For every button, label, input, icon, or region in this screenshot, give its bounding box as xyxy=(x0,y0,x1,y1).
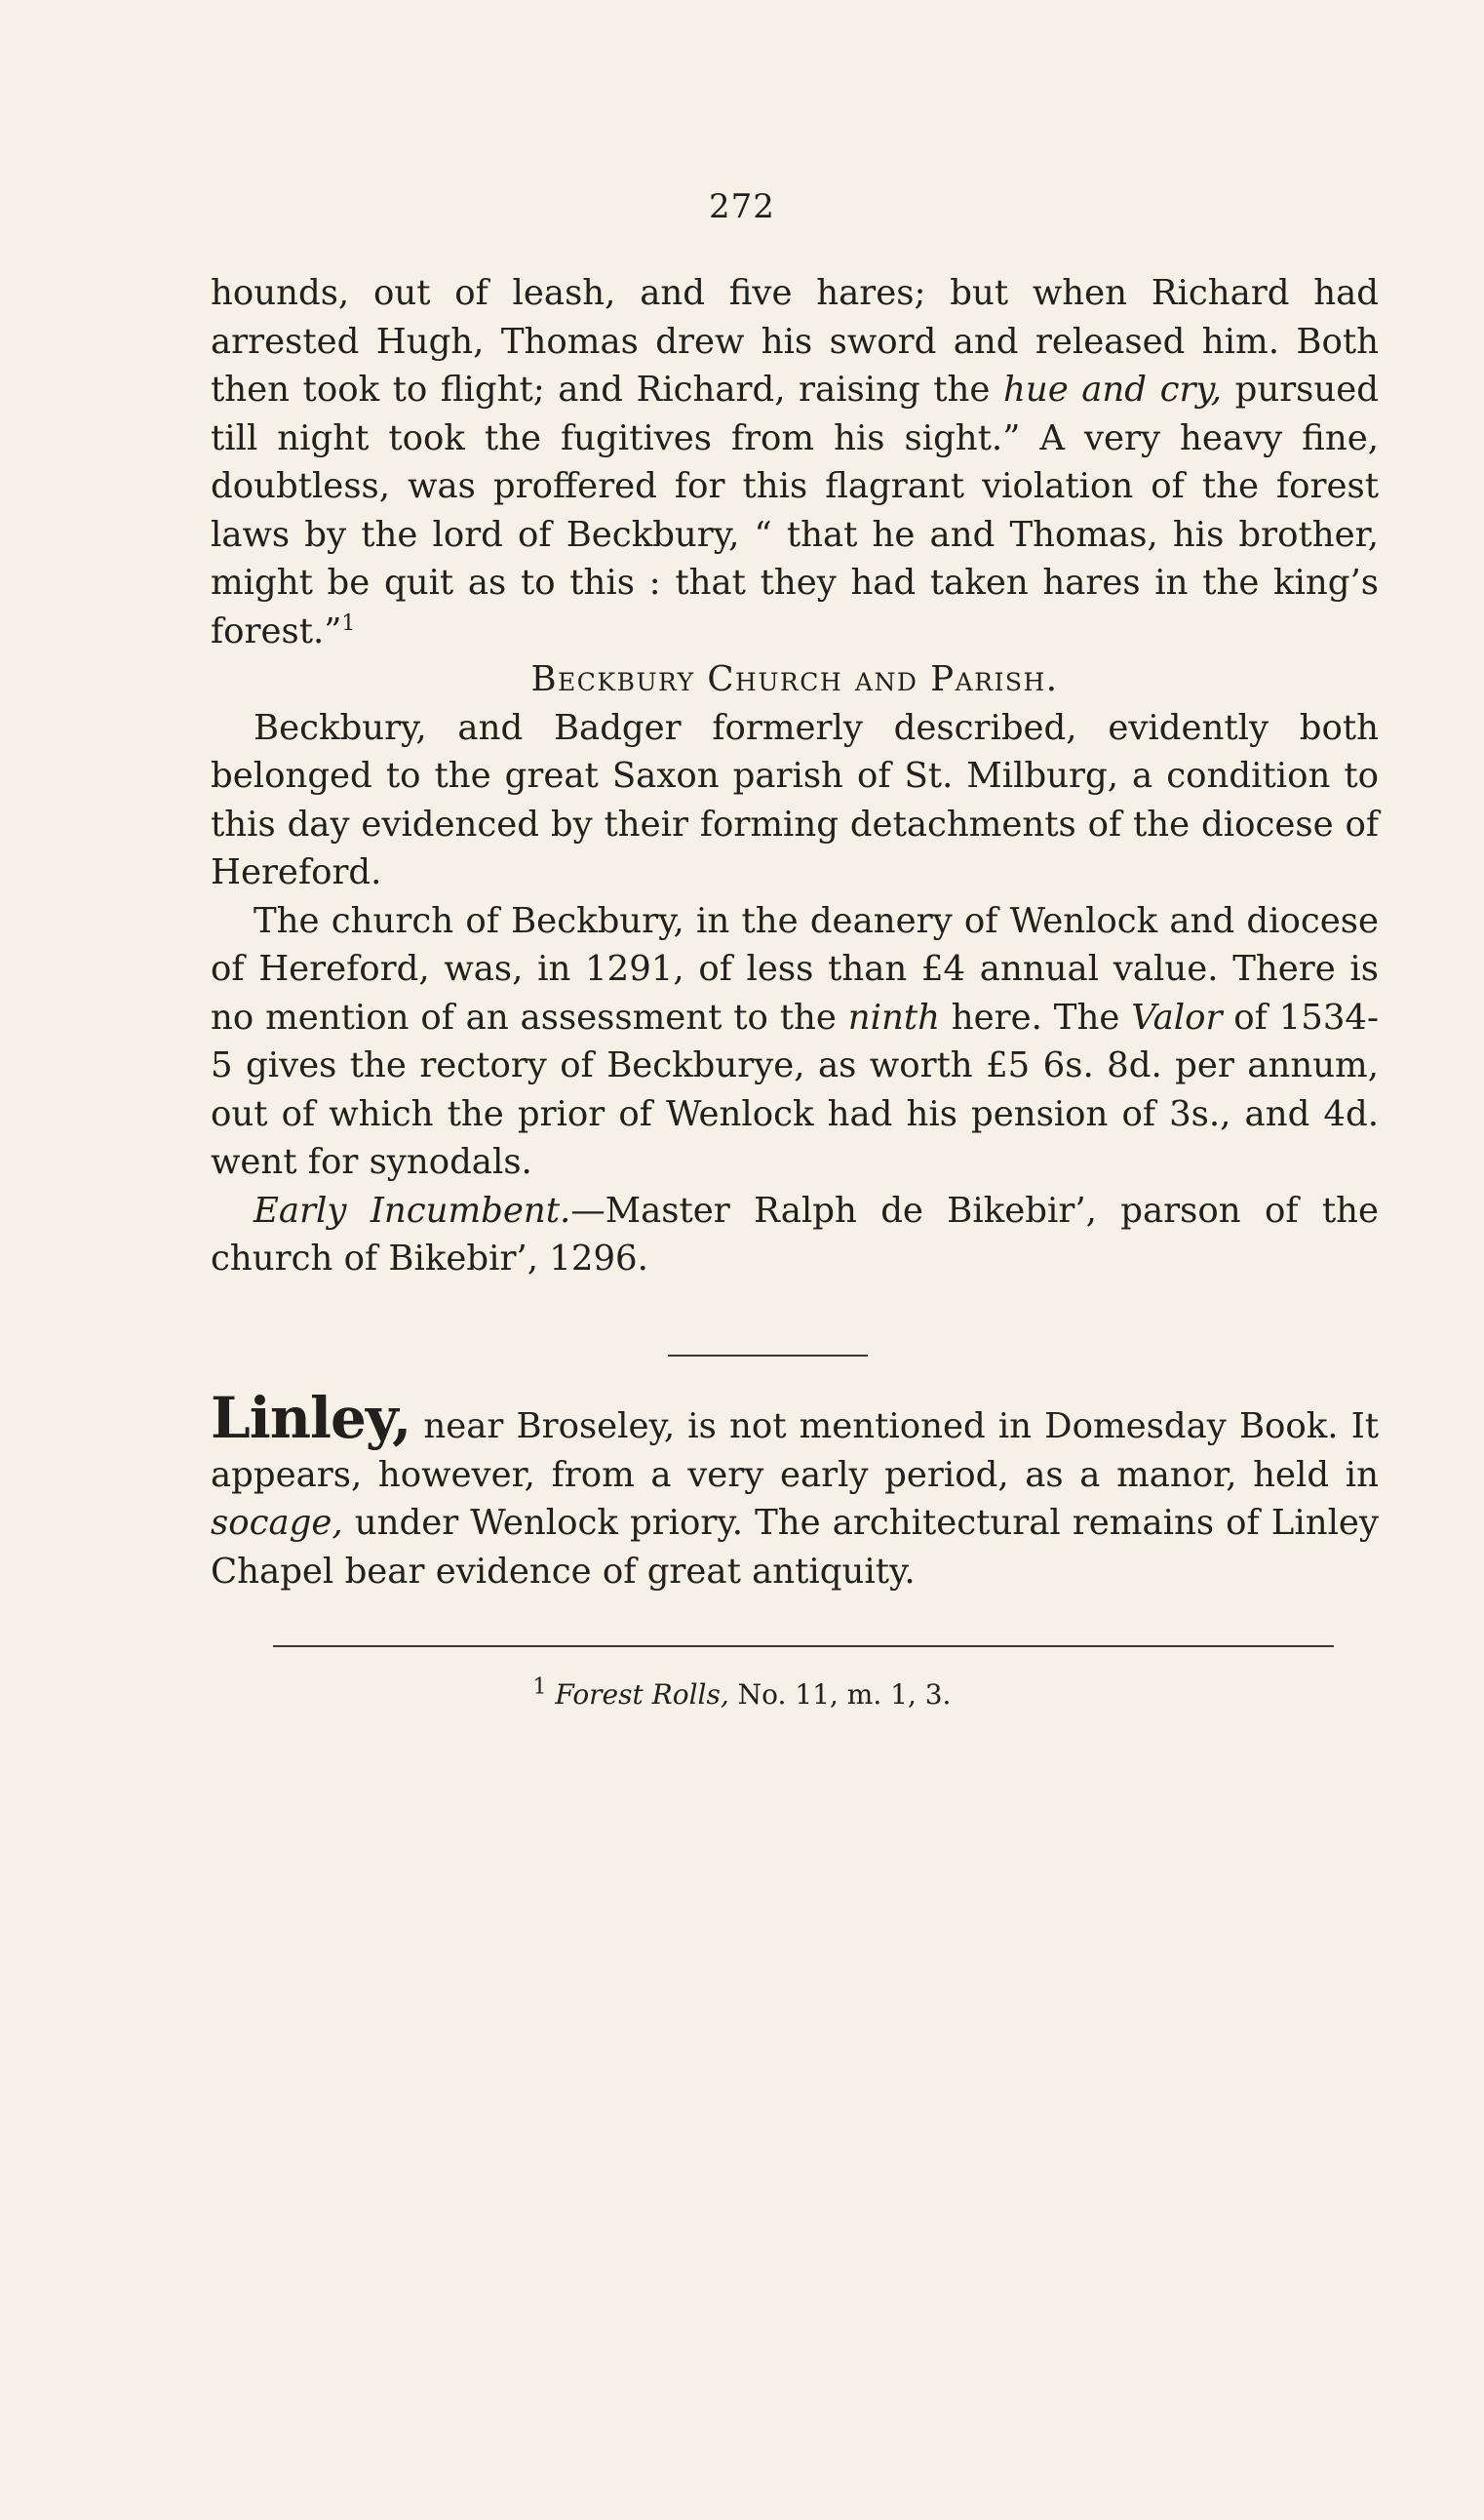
blackletter-initial: Linley, xyxy=(211,1385,411,1451)
paragraph-forest-offence: hounds, out of leash, and five hares; but when Richard had arrested Hugh, Thomas drew his sword and released him. Both then took to flight; and Richard, raising the hue and cry, pursued till night took the fugitives from his sight.” A very heavy fine, doubtless, was proffered for this flagrant violation of the forest laws by the lord of Beckbury, “ that he and Thomas, his brother, might be quit as to this : that they had taken hares in the king’s forest.”$^1$ xyxy=(211,273,1379,651)
paragraph-early-incumbent: Early Incumbent.—Master Ralph de Bikebir’, parson of the church of Bikebir’, 1296. xyxy=(211,1190,1379,1279)
main-text xyxy=(211,269,1379,1283)
section-divider xyxy=(668,1355,868,1357)
footnote-reference: 1 xyxy=(341,610,356,636)
footnote: $^1$ Forest Rolls, No. 11, m. 1, 3. xyxy=(532,1674,952,1711)
linley-text xyxy=(211,1385,1379,1595)
footnote-divider xyxy=(273,1645,1334,1647)
page-number: 272 xyxy=(709,187,775,226)
paragraph-parish: Beckbury, and Badger formerly described, evidently both belonged to the great Saxon parish of St. Milburg, a condition to this day evidenced by their forming detachments of the diocese of Hereford. xyxy=(211,707,1379,892)
paragraph-linley: Linley, near Broseley, is not mentioned in Domesday Book. It appears, however, from a very early period, as a manor, held in socage, under Wenlock priory. The architectural remains of Linley Chapel bear evidence of great antiquity. xyxy=(211,1385,1379,1592)
footnote-marker: 1 xyxy=(532,1674,547,1700)
section-heading: Beckbury Church and Parish. xyxy=(530,659,1059,699)
paragraph-church: The church of Beckbury, in the deanery of Wenlock and diocese of Hereford, was, in 1291, of less than £4 annual value. There is no mention of an assessment to the ninth here. The Valor of 1534-5 gives the rectory of Beckburye, as worth £5 6s. 8d. per annum, out of which the prior of Wenlock had his pension of 3s., and 4d. went for synodals. xyxy=(211,900,1379,1182)
